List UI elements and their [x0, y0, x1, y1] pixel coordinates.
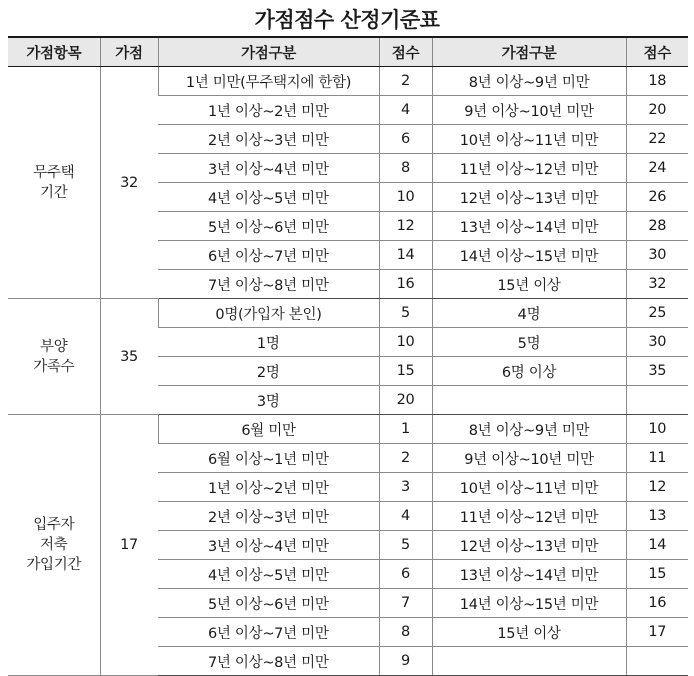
- table-header-row: [8, 37, 688, 67]
- category-left: 4년 이상~5년 미만: [158, 560, 379, 589]
- score-right: 16: [626, 589, 688, 618]
- category-left: 2년 이상~3년 미만: [158, 125, 379, 154]
- category-left: 1명: [158, 328, 379, 357]
- score-left: 9: [379, 647, 432, 676]
- category-right: 8년 이상~9년 미만: [432, 415, 626, 444]
- score-left: 5: [379, 531, 432, 560]
- category-right: 14년 이상~15년 미만: [432, 241, 626, 270]
- score-left: 8: [379, 154, 432, 183]
- category-left: 5년 이상~6년 미만: [158, 589, 379, 618]
- score-table: [8, 36, 688, 676]
- category-right: 13년 이상~14년 미만: [432, 212, 626, 241]
- score-left: 8: [379, 618, 432, 647]
- score-left: 2: [379, 444, 432, 473]
- header-category-right: 가점구분: [432, 37, 626, 67]
- category-right: 12년 이상~13년 미만: [432, 531, 626, 560]
- max-score: 17: [100, 415, 158, 676]
- header-score-left: 점수: [379, 37, 432, 67]
- score-left: 10: [379, 183, 432, 212]
- max-score: 35: [100, 299, 158, 415]
- category-left: 0명(가입자 본인): [158, 299, 379, 328]
- table-row: [8, 415, 688, 444]
- score-right: 22: [626, 125, 688, 154]
- score-right: 24: [626, 154, 688, 183]
- score-group: [8, 299, 688, 415]
- category-right: [432, 386, 626, 415]
- score-right: 26: [626, 183, 688, 212]
- category-left: 1년 이상~2년 미만: [158, 473, 379, 502]
- item-label: 무주택 기간: [8, 67, 100, 299]
- item-label: 입주자 저축 가입기간: [8, 415, 100, 676]
- score-right: 30: [626, 241, 688, 270]
- category-right: 9년 이상~10년 미만: [432, 96, 626, 125]
- category-right: 15년 이상: [432, 270, 626, 299]
- category-right: 14년 이상~15년 미만: [432, 589, 626, 618]
- max-score: 32: [100, 67, 158, 299]
- header-max-score: 가점: [100, 37, 158, 67]
- score-left: 2: [379, 67, 432, 96]
- category-right: 12년 이상~13년 미만: [432, 183, 626, 212]
- table-row: [8, 67, 688, 96]
- category-left: 2년 이상~3년 미만: [158, 502, 379, 531]
- score-right: 35: [626, 357, 688, 386]
- category-left: 6월 이상~1년 미만: [158, 444, 379, 473]
- score-left: 6: [379, 560, 432, 589]
- score-right: 14: [626, 531, 688, 560]
- item-label: 부양 가족수: [8, 299, 100, 415]
- category-right: 6명 이상: [432, 357, 626, 386]
- category-left: 1년 미만(무주택지에 한함): [158, 67, 379, 96]
- header-category-left: 가점구분: [158, 37, 379, 67]
- header-score-right: 점수: [626, 37, 688, 67]
- category-right: 10년 이상~11년 미만: [432, 125, 626, 154]
- score-group: [8, 415, 688, 676]
- category-left: 2명: [158, 357, 379, 386]
- score-right: [626, 386, 688, 415]
- score-left: 20: [379, 386, 432, 415]
- category-right: 5명: [432, 328, 626, 357]
- category-right: 9년 이상~10년 미만: [432, 444, 626, 473]
- score-left: 7: [379, 589, 432, 618]
- category-right: 13년 이상~14년 미만: [432, 560, 626, 589]
- score-left: 12: [379, 212, 432, 241]
- category-left: 7년 이상~8년 미만: [158, 270, 379, 299]
- score-right: 30: [626, 328, 688, 357]
- page-title: 가점점수 산정기준표: [254, 8, 440, 32]
- category-right: [432, 647, 626, 676]
- score-left: 6: [379, 125, 432, 154]
- category-right: 11년 이상~12년 미만: [432, 502, 626, 531]
- score-left: 4: [379, 502, 432, 531]
- score-left: 5: [379, 299, 432, 328]
- category-left: 6년 이상~7년 미만: [158, 241, 379, 270]
- category-right: 11년 이상~12년 미만: [432, 154, 626, 183]
- category-left: 1년 이상~2년 미만: [158, 96, 379, 125]
- score-right: 11: [626, 444, 688, 473]
- score-right: 13: [626, 502, 688, 531]
- score-right: 18: [626, 67, 688, 96]
- category-left: 6년 이상~7년 미만: [158, 618, 379, 647]
- score-left: 3: [379, 473, 432, 502]
- category-left: 3년 이상~4년 미만: [158, 531, 379, 560]
- score-group: [8, 67, 688, 299]
- score-right: 25: [626, 299, 688, 328]
- category-right: 15년 이상: [432, 618, 626, 647]
- score-left: 4: [379, 96, 432, 125]
- score-left: 10: [379, 328, 432, 357]
- score-left: 14: [379, 241, 432, 270]
- category-right: 10년 이상~11년 미만: [432, 473, 626, 502]
- table-row: [8, 299, 688, 328]
- score-right: 17: [626, 618, 688, 647]
- category-right: 4명: [432, 299, 626, 328]
- category-left: 6월 미만: [158, 415, 379, 444]
- category-left: 5년 이상~6년 미만: [158, 212, 379, 241]
- score-right: 12: [626, 473, 688, 502]
- header-item: 가점항목: [8, 37, 100, 67]
- score-right: 10: [626, 415, 688, 444]
- score-right: 15: [626, 560, 688, 589]
- score-right: 32: [626, 270, 688, 299]
- category-left: 4년 이상~5년 미만: [158, 183, 379, 212]
- category-left: 7년 이상~8년 미만: [158, 647, 379, 676]
- score-left: 15: [379, 357, 432, 386]
- category-left: 3명: [158, 386, 379, 415]
- score-left: 16: [379, 270, 432, 299]
- score-right: 20: [626, 96, 688, 125]
- score-left: 1: [379, 415, 432, 444]
- score-right: [626, 647, 688, 676]
- score-right: 28: [626, 212, 688, 241]
- category-left: 3년 이상~4년 미만: [158, 154, 379, 183]
- category-right: 8년 이상~9년 미만: [432, 67, 626, 96]
